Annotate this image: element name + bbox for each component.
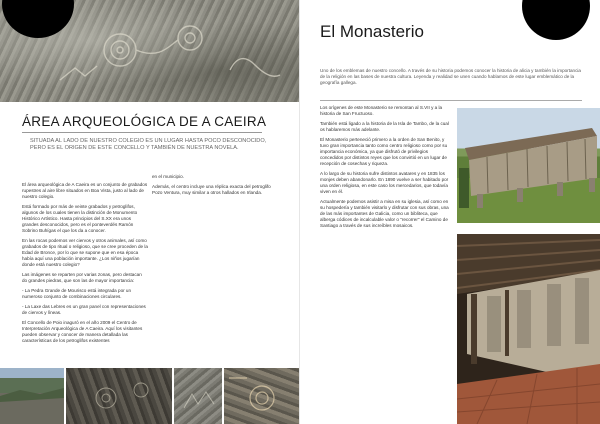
petroglyph-photo: [66, 368, 172, 424]
paragraph: A lo largo de su historia sufre distintos avatares y en 1835 los monjes deben abandonarlo. En 1890 vuelve a ser habitado por una orden religiosa, en este caso los mercedarios, que todavía viven en él.: [320, 171, 449, 194]
page-fold: [299, 0, 300, 424]
body-column: [320, 105, 450, 233]
paragraph: También está ligado a la historia de la Isla de Tambo, de la cual os hablaremos más adelante.: [320, 121, 449, 132]
paragraph: - La Laxe das Lebres es un gran panel con representaciones de ciervos y líneas.: [22, 304, 146, 315]
landscape-photo: [0, 368, 64, 424]
paragraph: Las imágenes se reparten por varias zonas, pero destacan do grandes piedras, que son las de mayor importancia:: [22, 272, 142, 283]
granary-photo: [457, 108, 600, 223]
paragraph: Actualmente podemos asistir a misa en su iglesia, así como en su hospedería y también visitarlo y disfrutar con sus obras, una de las más importantes de Galicia, como un bibliteca, que alberga códices de incalculable valor o "recorrer" el Camino de Santiago a través de sus increíbles mosaicos.: [320, 199, 449, 228]
paragraph: El área arqueológica de A Caeira es un conjunto de grabados rupestres al aire libre situados en Boa Vista, justo al lado de nuestro colegio.: [22, 182, 148, 199]
subtitle-text: Uno de los emblemas de nuestro concello. A través de su historia podemos conocer la historia de alicia y también la importancia de la religión en las bases de nuestra cultura. Leyenda y realidad se unen cuando hablamos de este lugar emblemático de la geografía gallega.: [320, 68, 581, 85]
petroglyph-photo: [224, 368, 300, 424]
paragraph: en el municipio.: [152, 174, 184, 179]
paragraph: En las rocas podemos ver ciervos y otros animales, así como grabados de tipo ritual o religioso, que se cree proceden de la Edad de Bronce, por lo que se supone que en esa época había aquí una población importante. ¿Los niños jugarían donde está nuestro colegio?: [22, 238, 148, 267]
divider: [22, 132, 262, 133]
page-title: ÁREA ARQUEOLÓGICA DE A CAEIRA: [22, 114, 267, 129]
body-column-2: [152, 174, 278, 200]
paragraph: El Monasterio perteneció primero a la orden de San Benito, y tuvo gran importancia tanto como centro religioso como por su importancia económica, ya que disfrutó de privilegios concedidos por distintos reyes que los convirtió en un lugar de recepción de cosechas y riqueza.: [320, 137, 448, 166]
paragraph: Está formado por más de veinte grabados y petroglifos, algunos de los cuales tienen la distinción de Monumento Histórico Artístico. Hasta principios del S.XX era unos grandes desconocidos, pero es el ponteverdés Ramón Sobrino Buhígas el que los da a conocer.: [22, 204, 138, 233]
petroglyph-photo: [174, 368, 222, 424]
page-title: El Monasterio: [320, 22, 424, 41]
paragraph: Los orígenes de este Monasterio se remontan al S.VII y a la historia de San Fructuoso.: [320, 105, 443, 116]
body-column-1: [22, 182, 148, 348]
divider: [320, 100, 582, 101]
intro-text: SITUADA AL LADO DE NUESTRO COLEGIO ES UN LUGAR HASTA POCO DESCONOCIDO, PERO ES EL ORIGEN DE ESTE CONCELLO Y TAMBIÉN DE NUESTRA NOVELA.: [30, 138, 267, 151]
paragraph: - La Pedra Grande de Mourisco está integrada por un numeroso conjunto de combinaciones circulares.: [22, 288, 132, 299]
cloister-photo: [457, 234, 600, 424]
paragraph: Además, el centro incluye una réplica exacta del petroglifo Pozo Ventura, muy similar a otros hallados en Irlanda.: [152, 184, 271, 195]
decorative-black-circle: [522, 0, 590, 40]
paragraph: El Concello de Poio inaguró en el año 2009 el Centro de Interpretación Arqueológica de A Caeira. Aquí los visitantes pueden observar y conocer de manera detallada las características de los petroglifos existentes: [22, 320, 143, 343]
